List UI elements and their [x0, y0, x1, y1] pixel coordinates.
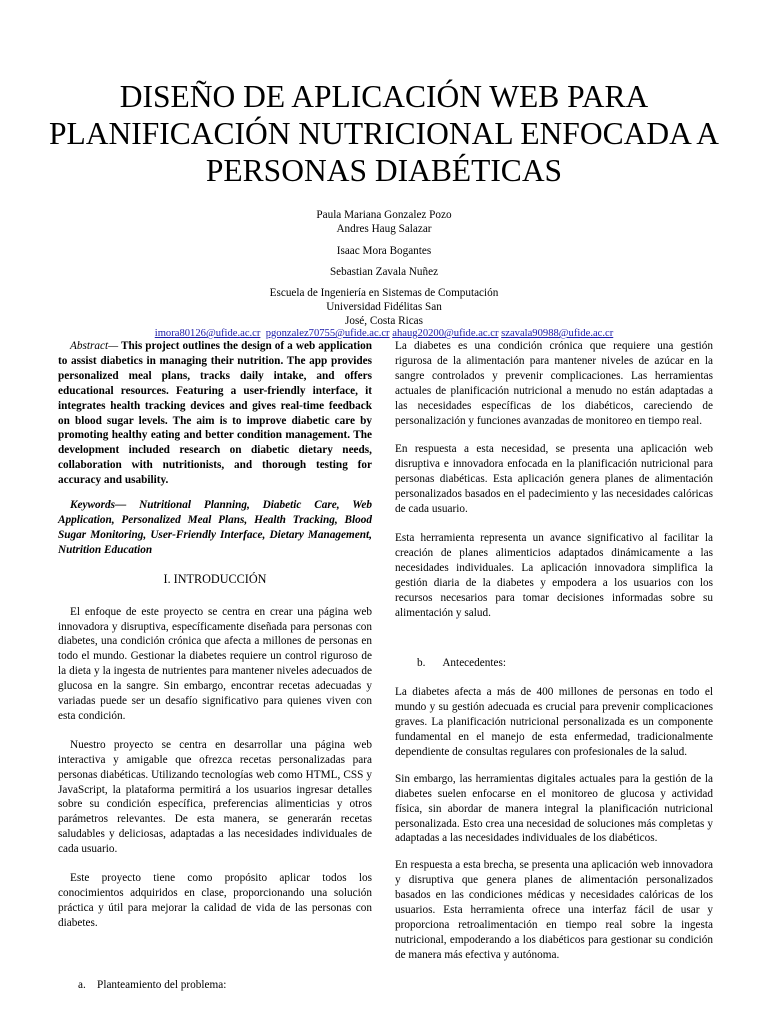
body-paragraph: Esta herramienta representa un avance significativo al facilitar la creación de planes alimenticios adaptados dinámicamente a las necesidades individuales. La aplicación innovadora simplifica la gestión diaria de la diabetes y empodera a los usuarios con los recursos necesarios para tomar decisiones informadas sobre su alimentación y salud. [395, 531, 713, 619]
abstract [58, 339, 372, 488]
email-link[interactable]: pgonzalez70755@ufide.ac.cr [265, 328, 390, 339]
title-line: PERSONAS DIABÉTICAS [205, 153, 563, 188]
affiliation-line: José, Costa Ricas [345, 315, 423, 327]
left-column [58, 339, 372, 993]
affiliation-line: Escuela de Ingeniería en Sistemas de Computación [269, 287, 499, 299]
author-block [0, 208, 768, 328]
body-paragraph: En respuesta a esta necesidad, se presenta una aplicación web disruptiva e innovadora enfocada en la planificación nutricional para personas diabéticas. Esta aplicación genera planes de alimentación personalizados basados en el padecimiento y las necesidades calóricas de cada usuario. [395, 443, 713, 516]
title-line: DISEÑO DE APLICACIÓN WEB PARA [119, 79, 649, 114]
keywords-label: Keywords— [70, 499, 127, 512]
abstract-label: Abstract— [70, 340, 119, 352]
title-line: PLANIFICACIÓN NUTRICIONAL ENFOCADA A [49, 116, 719, 151]
abstract-text: This project outlines the design of a web application to assist diabetics in managing their nutrition. The app provides personalized meal plans, tracks daily intake, and offers educational resources. Featuring a user-friendly interface, it integrates health tracking devices and gives real-time feedback on blood sugar levels. The aim is to improve diabetic care by promoting healthy eating and better condition management. The development included research on diabetic dietary needs, collaboration with nutritionists, and thorough testing for accuracy and usability. [58, 340, 372, 487]
right-column [395, 339, 713, 963]
author-name: Isaac Mora Bogantes [336, 245, 432, 257]
body-paragraph: El enfoque de este proyecto se centra en crear una página web innovadora y disruptiva, específicamente diseñada para personas con diabetes, una condición crónica que afecta a millones de personas en todo el mundo. Gestionar la diabetes requiere un control riguroso de la dieta y la ingesta de nutrientes para mantener niveles adecuados de glucosa en la sangre. Sin embargo, encontrar recetas adecuadas y variadas puede ser un desafío significativo para quienes viven con esta condición. [58, 605, 372, 722]
keywords [58, 498, 372, 558]
subsection-heading: b. Antecedentes: [417, 657, 507, 670]
body-paragraph: Nuestro proyecto se centra en desarrollar una página web interactiva y amigable que ofrezca recetas personalizadas para personas diabéticas. Utilizando tecnologías web como HTML, CSS y JavaScript, la plataforma permitirá a los usuarios ingresar detalles sobre su condición específica, preferencias alimenticias y otros parámetros relevantes. De esta manera, se generarán recetas saludables y deliciosas, adaptadas a las necesidades individuales de cada usuario. [58, 738, 372, 856]
affiliation-line: Universidad Fidélitas San [326, 301, 442, 313]
email-link[interactable]: ahaug20200@ufide.ac.cr [392, 328, 499, 339]
paper-title [40, 78, 728, 189]
body-paragraph: En respuesta a esta brecha, se presenta una aplicación web innovadora y disruptiva que genera planes de alimentación personalizados basados en las condiciones médicas y necesidades calóricas de los usuarios. Esta herramienta ofrece una interfaz fácil de usar y proporciona retroalimentación en tiempo real sobre la ingesta nutricional, empoderando a los diabéticos para gestionar su condición de manera más efectiva y autónoma. [395, 859, 713, 961]
keywords-text: Nutritional Planning, Diabetic Care, Web Application, Personalized Meal Plans, Health Tracking, Blood Sugar Monitoring, User-Friendly Interface, Dietary Management, Nutrition Education [58, 499, 372, 556]
body-paragraph: Sin embargo, las herramientas digitales actuales para la gestión de la diabetes suelen enfocarse en el monitoreo de glucosa y actividad física, sin abordar de manera integral la planificación nutricional personalizada. Esto crea una necesidad de soluciones más completas y adaptadas a las necesidades individuales de los diabéticos. [395, 772, 713, 845]
author-name: Andres Haug Salazar [336, 223, 432, 235]
body-paragraph: La diabetes afecta a más de 400 millones de personas en todo el mundo y su gestión adecuada es crucial para prevenir complicaciones graves. La planificación nutricional personalizada es un componente fundamental en el manejo de esta enfermedad, tradicionalmente dependiente de consultas regulares con profesionales de la salud. [395, 686, 713, 758]
email-link[interactable]: szavala90988@ufide.ac.cr [501, 328, 614, 339]
section-heading: I. INTRODUCCIÓN [163, 571, 267, 586]
body-paragraph: La diabetes es una condición crónica que requiere una gestión rigurosa de la alimentación para mantener niveles de azúcar en la sangre controlados y prevenir complicaciones. Las herramientas actuales de planificación nutricional a menudo no están adaptadas a las necesidades específicas de los diabéticos, careciendo de personalización y funciones avanzadas de monitoreo en tiempo real. [395, 340, 713, 427]
email-link[interactable]: imora80126@ufide.ac.cr [154, 328, 261, 339]
author-name: Sebastian Zavala Nuñez [329, 266, 439, 278]
subsection-heading: a. Planteamiento del problema: [78, 978, 227, 991]
author-name: Paula Mariana Gonzalez Pozo [316, 209, 452, 221]
body-paragraph: Este proyecto tiene como propósito aplicar todos los conocimientos adquiridos en clase, proporcionando una solución práctica y útil para mejorar la calidad de vida de las personas con diabetes. [58, 872, 372, 929]
